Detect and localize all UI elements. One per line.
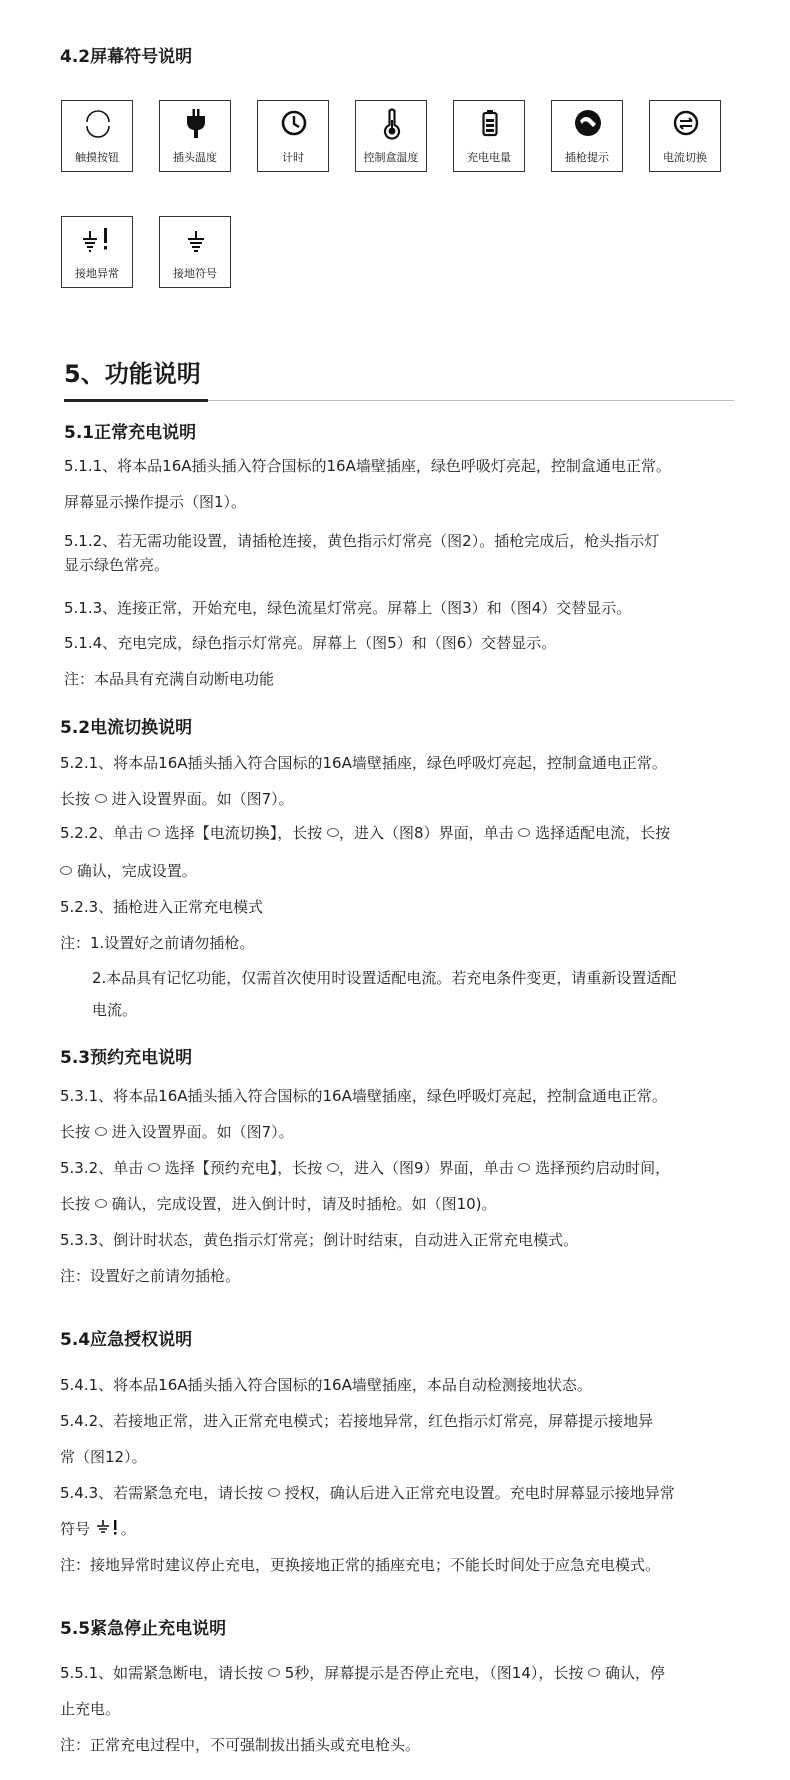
icon-card-current-switch [649, 100, 721, 172]
text-run: 选择【电流切换】，长按 [164, 824, 323, 842]
ground-fault-icon [80, 223, 114, 257]
text-run: 确认，完成设置，进入倒计时，请及时插枪。如（图10)。 [111, 1195, 497, 1213]
text-run: 5.4.3、若需紧急充电，请长按 [60, 1484, 264, 1502]
text-run: 进入设置界面。如（图7）。 [111, 790, 294, 808]
touch-button-icon [148, 1163, 160, 1172]
touch-button-icon [518, 1163, 530, 1172]
section-title-underline [64, 399, 208, 402]
paragraph-line: 屏幕显示操作提示（图1）。 [64, 493, 247, 511]
icon-label: 接地符号 [173, 267, 217, 280]
note-line: 注：1.设置好之前请勿插枪。 [60, 934, 255, 952]
charging-gun-icon [573, 107, 603, 141]
paragraph-line: 5.2.3、插枪进入正常充电模式 [60, 898, 264, 916]
subsection-5-3-title: 5.3预约充电说明 [60, 1048, 193, 1068]
paragraph-line [60, 1662, 665, 1684]
text-run: 选择适配电流，长按 [535, 824, 671, 842]
note-line: 电流。 [92, 1001, 138, 1019]
text-run: 长按 [60, 790, 91, 808]
icon-label: 电流切换 [663, 151, 707, 164]
plug-icon [181, 107, 211, 141]
text-run: 进入设置界面。如（图7）。 [111, 1123, 294, 1141]
paragraph-line: 5.1.1、将本品16A插头插入符合国标的16A墙壁插座，绿色呼吸灯亮起，控制盒通电正常。 [64, 457, 671, 475]
icon-card-ground-symbol [159, 216, 231, 288]
paragraph-line: 5.4.1、将本品16A插头插入符合国标的16A墙壁插座，本品自动检测接地状态。 [60, 1376, 592, 1394]
thermometer-icon [377, 107, 407, 141]
note-line: 注：本品具有充满自动断电功能 [64, 670, 275, 688]
section-4-2-title: 4.2屏幕符号说明 [60, 47, 193, 67]
paragraph-line [60, 788, 294, 810]
touch-button-icon [268, 1488, 280, 1497]
icon-label: 触摸按钮 [75, 151, 119, 164]
touch-button-icon [588, 1668, 600, 1677]
paragraph-line: 5.1.3、连接正常，开始充电，绿色流星灯常亮。屏幕上（图3）和（图4）交替显示。 [64, 599, 632, 617]
paragraph-line [60, 1121, 294, 1143]
subsection-5-5-title: 5.5紧急停止充电说明 [60, 1619, 227, 1639]
text-run: 5秒，屏幕提示是否停止充电，（图14），长按 [284, 1664, 584, 1682]
ground-fault-icon [95, 1519, 121, 1537]
text-run: 长按 [60, 1123, 91, 1141]
paragraph-line: 5.1.4、充电完成，绿色指示灯常亮。屏幕上（图5）和（图6）交替显示。 [64, 634, 557, 652]
touch-button-icon [60, 866, 72, 875]
text-run: 选择【预约充电】，长按 [164, 1159, 323, 1177]
icon-card-plug-temperature [159, 100, 231, 172]
icon-card-touch-button [61, 100, 133, 172]
ground-icon [181, 223, 211, 257]
text-run: 确认，停 [604, 1664, 665, 1682]
icon-card-timer [257, 100, 329, 172]
paragraph-line: 5.4.2、若接地正常，进入正常充电模式；若接地异常，红色指示灯常亮，屏幕提示接地异 [60, 1412, 654, 1430]
text-run: 授权，确认后进入正常充电设置。充电时屏幕显示接地异常 [284, 1484, 675, 1502]
touch-button-icon [327, 828, 339, 837]
touch-button-icon [95, 1127, 107, 1136]
paragraph-line [60, 1157, 670, 1179]
icon-card-charging-gun [551, 100, 623, 172]
paragraph-line: 5.3.3、倒计时状态，黄色指示灯常亮；倒计时结束，自动进入正常充电模式。 [60, 1231, 579, 1249]
text-run: 。 [120, 1520, 136, 1538]
note-line: 注：接地异常时建议停止充电，更换接地正常的插座充电；不能长时间处于应急充电模式。 [60, 1556, 661, 1574]
paragraph-line: 显示绿色常亮。 [64, 556, 170, 574]
touch-button-icon [268, 1668, 280, 1677]
current-switch-icon [671, 107, 701, 141]
text-run: 符号 [60, 1520, 91, 1538]
paragraph-line [60, 822, 670, 844]
paragraph-line [60, 1518, 136, 1540]
touch-button-icon [327, 1163, 339, 1172]
icon-card-battery [453, 100, 525, 172]
paragraph-line [60, 1482, 675, 1504]
icon-label: 接地异常 [75, 267, 119, 280]
icon-card-ground-fault [61, 216, 133, 288]
paragraph-line [60, 1193, 497, 1215]
paragraph-line: 常（图12）。 [60, 1448, 147, 1466]
subsection-5-2-title: 5.2电流切换说明 [60, 718, 193, 738]
icon-label: 控制盒温度 [363, 151, 419, 164]
paragraph-line: 止充电。 [60, 1700, 121, 1718]
paragraph-line: 5.1.2、若无需功能设置，请插枪连接，黄色指示灯常亮（图2）。插枪完成后，枪头指示灯 [64, 532, 660, 550]
note-line: 2.本品具有记忆功能，仅需首次使用时设置适配电流。若充电条件变更，请重新设置适配 [92, 969, 677, 987]
text-run: 5.5.1、如需紧急断电，请长按 [60, 1664, 264, 1682]
paragraph-line: 5.3.1、将本品16A插头插入符合国标的16A墙壁插座，绿色呼吸灯亮起，控制盒通电正常。 [60, 1087, 667, 1105]
clock-icon [279, 107, 309, 141]
text-run: 5.3.2、单击 [60, 1159, 144, 1177]
text-run: ，进入（图9）界面，单击 [339, 1159, 514, 1177]
touch-button-icon [95, 1199, 107, 1208]
battery-icon [475, 107, 505, 141]
paragraph-line: 5.2.1、将本品16A插头插入符合国标的16A墙壁插座，绿色呼吸灯亮起，控制盒通电正常。 [60, 754, 667, 772]
text-run: ，进入（图8）界面，单击 [339, 824, 514, 842]
text-run: 5.2.2、单击 [60, 824, 144, 842]
icon-label: 插头温度 [173, 151, 217, 164]
subsection-5-1-title: 5.1正常充电说明 [64, 423, 197, 443]
note-line: 注：设置好之前请勿插枪。 [60, 1267, 241, 1285]
touch-button-icon [148, 828, 160, 837]
section-5-title: 5、功能说明 [64, 360, 201, 388]
icon-label: 计时 [282, 151, 304, 164]
paragraph-line [60, 860, 197, 882]
icon-card-control-box-temperature [355, 100, 427, 172]
touch-button-icon [83, 107, 113, 141]
text-run: 选择预约启动时间， [535, 1159, 671, 1177]
text-run: 确认，完成设置。 [76, 862, 197, 880]
touch-button-icon [95, 794, 107, 803]
subsection-5-4-title: 5.4应急授权说明 [60, 1330, 193, 1350]
text-run: 长按 [60, 1195, 91, 1213]
note-line: 注：正常充电过程中，不可强制拔出插头或充电枪头。 [60, 1736, 421, 1754]
icon-label: 充电电量 [467, 151, 511, 164]
icon-label: 插枪提示 [565, 151, 609, 164]
touch-button-icon [518, 828, 530, 837]
